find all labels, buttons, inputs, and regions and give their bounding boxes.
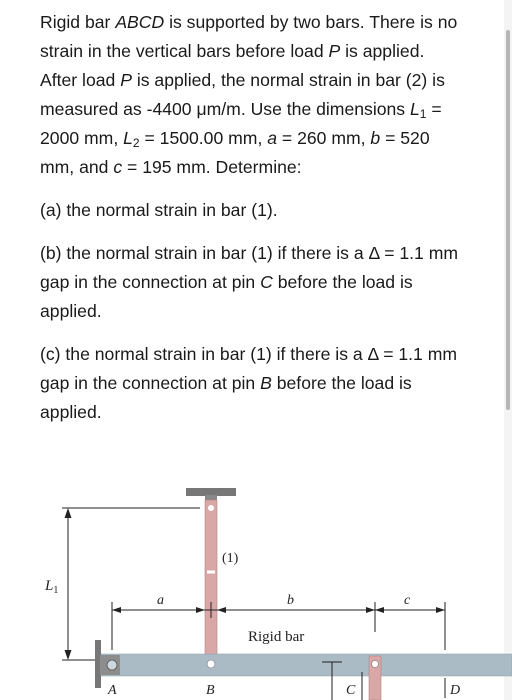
dim-symbol: b xyxy=(370,128,381,148)
rigid-bar-label: Rigid bar xyxy=(248,629,305,645)
arrow-b-left xyxy=(217,607,226,613)
bar-1 xyxy=(205,500,217,668)
dim-subscript: 1 xyxy=(419,107,427,121)
intro-text: = 260 mm, xyxy=(277,128,371,148)
intro-text: is supported by two bars. There is no strain in the vertical bars before load xyxy=(40,12,458,61)
pin-label: B xyxy=(260,373,272,393)
pin-C xyxy=(372,661,379,668)
arrow-a-left xyxy=(112,607,121,613)
dim-symbol: a xyxy=(267,128,278,148)
bar-name: ABCD xyxy=(115,12,165,32)
pin-C-label: C xyxy=(346,683,356,698)
dim-symbol: L xyxy=(123,128,133,148)
dim-symbol: L xyxy=(410,99,420,119)
L1-arrow-bottom xyxy=(65,650,72,660)
load-symbol: P xyxy=(328,41,341,61)
intro-text: = 520 mm, and xyxy=(40,128,430,177)
bar-1-label: (1) xyxy=(222,551,239,566)
intro-text: = 2000 mm, xyxy=(40,99,442,148)
top-support xyxy=(186,488,236,496)
dim-b-label: b xyxy=(287,593,294,608)
top-pin xyxy=(208,505,214,511)
pin-A-label: A xyxy=(108,683,117,698)
pin-A xyxy=(107,660,117,670)
intro-text: = 195 mm. Determine: xyxy=(122,157,302,177)
pin-label: C xyxy=(260,272,273,292)
arrow-c-left xyxy=(375,607,384,613)
part-a: (a) the normal strain in bar (1). xyxy=(40,200,278,220)
dim-c-label: c xyxy=(404,593,411,608)
arrow-a-right xyxy=(196,607,205,613)
dim-symbol: c xyxy=(113,157,123,177)
part-b-text: (b) the normal strain in bar (1) if there is a Δ = 1.1 mm gap in the connection at pin xyxy=(40,243,459,292)
L1-label: $L_1$ xyxy=(45,578,59,596)
dim-a-label: a xyxy=(157,593,164,608)
intro-text: is applied. After load xyxy=(40,41,425,90)
pin-B-label: B xyxy=(206,683,215,698)
load-symbol: P xyxy=(120,70,132,90)
L1-arrow-top xyxy=(65,508,72,518)
dim-subscript: 2 xyxy=(132,136,140,150)
intro-text: Rigid bar xyxy=(40,12,116,32)
part-b-text: before the load is applied. xyxy=(40,272,413,321)
point-D-label: D xyxy=(450,683,461,698)
pin-B xyxy=(207,660,215,668)
intro-text: = 1500.00 mm, xyxy=(139,128,268,148)
rigid-bar xyxy=(96,654,512,676)
intro-text: is applied, the normal strain in bar (2) is measured as -4400 μm/m. Use the dimensions xyxy=(40,70,445,119)
arrow-b-right xyxy=(366,607,375,613)
part-c-text: (c) the normal strain in bar (1) if there is a Δ = 1.1 mm gap in the connection at pin xyxy=(40,344,458,393)
part-c-text: before the load is applied. xyxy=(40,373,412,422)
arrow-c-right xyxy=(436,607,445,613)
